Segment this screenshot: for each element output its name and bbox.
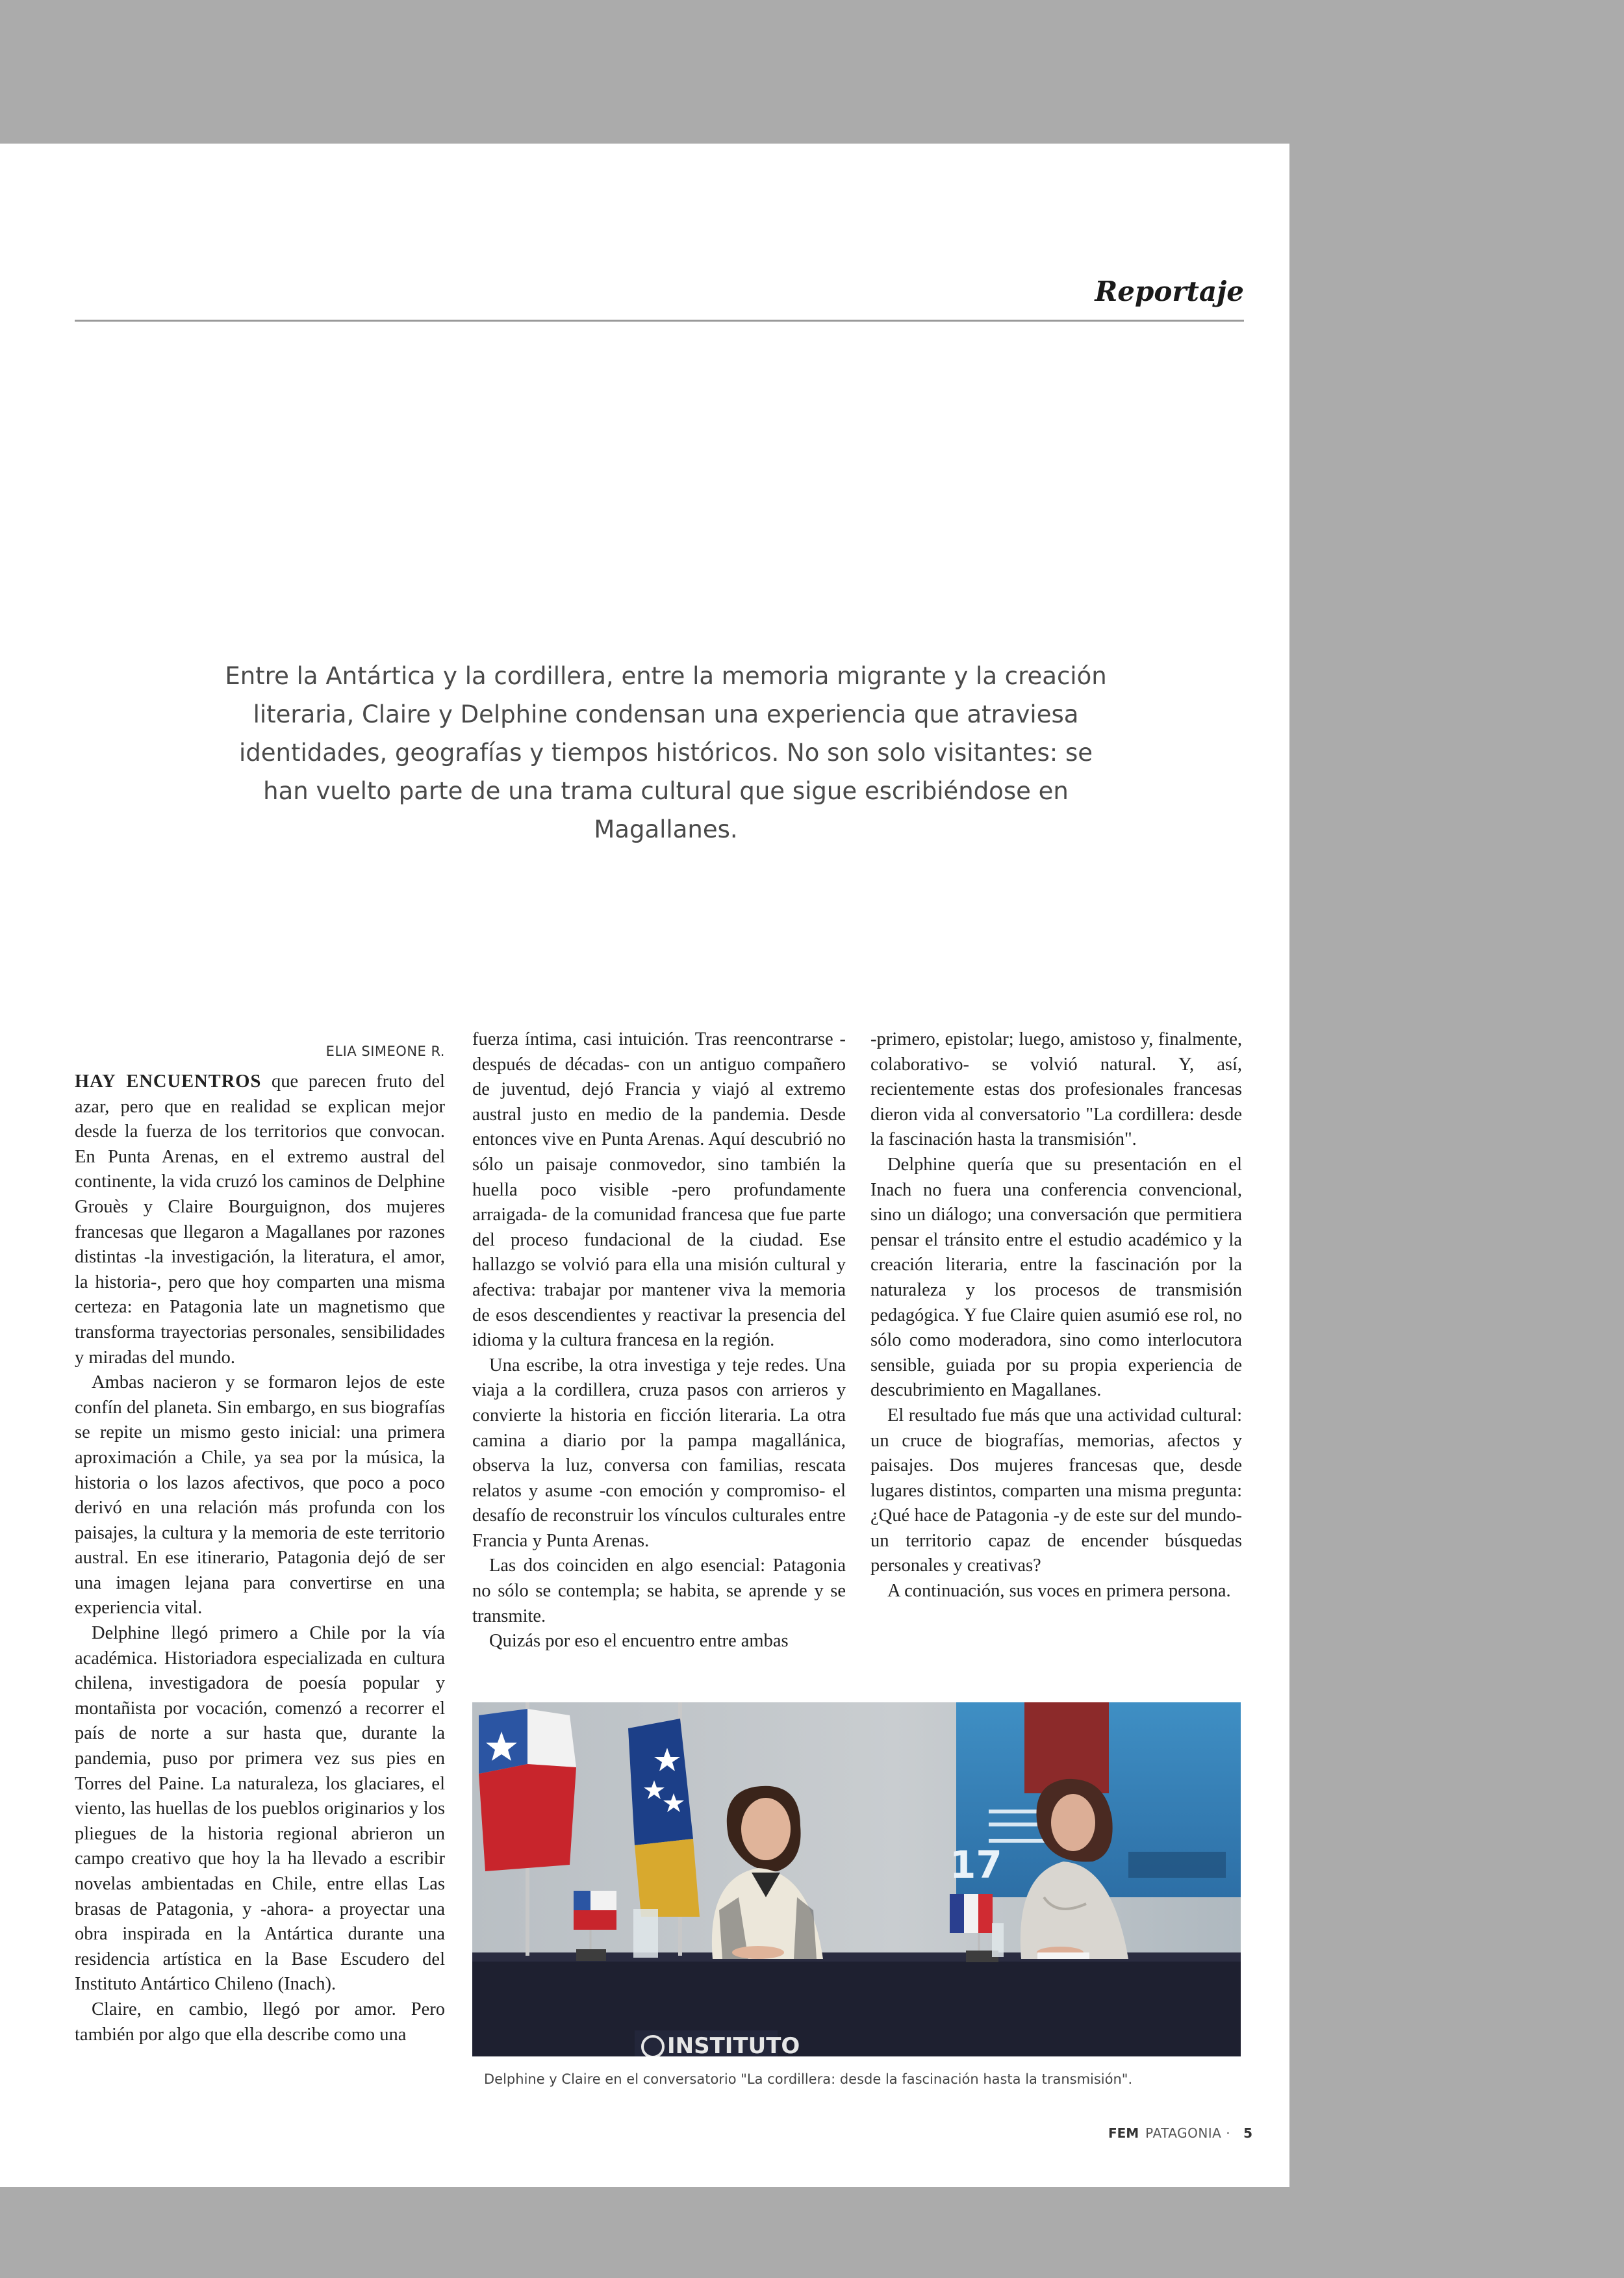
article-paragraph: Quizás por eso el encuentro entre ambas — [489, 1631, 789, 1652]
photo-caption: Delphine y Claire en el conversatorio "La cordillera: desde la fascinación hasta la transmisión". — [484, 2071, 1133, 2087]
banner-text: INSTITUTO — [667, 2033, 800, 2056]
article-paragraph: A continuación, sus voces en primera persona. — [887, 1581, 1231, 1602]
article-paragraph: El resultado fue más que una actividad cultural: un cruce de biografías, memorias, afectos y paisajes. Dos mujeres francesas que, desde lugares distintos, comparten una misma pregunta: ¿Qué hace de Patagonia -y de este sur del mundo- un territorio capaz de encender búsquedas personales y creativas? — [870, 1405, 1242, 1576]
article-paragraph: Ambas nacieron y se formaron lejos de este confín del planeta. Sin embargo, en sus biografías se repite un mismo gesto inicial: una primera aproximación a Chile, ya sea por la música, la historia o los lazos afectivos, que poco a poco derivó en una relación más profunda con los paisajes, la cultura y la memoria de este territorio austral. En ese itinerario, Patagonia dejó de ser una imagen lejana para convertirse en una experiencia vital. — [75, 1372, 445, 1619]
page-number: 5 — [1243, 2125, 1252, 2141]
intro-deck: Entre la Antártica y la cordillera, entre la memoria migrante y la creación literaria, Claire y Delphine condensan una experiencia que atraviesa identidades, geografías y tiempos históricos. No son solo visitantes: se han vuelto parte de una trama cultural que sigue escribiéndose en Magallanes. — [225, 662, 1107, 843]
article-column-2 — [472, 1027, 846, 1654]
article-paragraph: Las dos coinciden en algo esencial: Patagonia no sólo se contempla; se habita, se aprende y se transmite. — [472, 1555, 846, 1626]
event-photo-illustration — [472, 1702, 1241, 2056]
article-paragraph: Claire, en cambio, llegó por amor. Pero también por algo que ella describe como una — [75, 1999, 445, 2045]
lead-word: HAY ENCUENTROS — [75, 1071, 262, 1092]
magazine-region: PATAGONIA · — [1145, 2125, 1231, 2141]
magazine-brand: FEM — [1108, 2125, 1139, 2141]
article-paragraph: fuerza íntima, casi intuición. Tras reencontrarse -después de décadas- con un antiguo compañero de juventud, dejó Francia y viajó al extremo austral justo en medio de la pandemia. Desde entonces vive en Punta Arenas. Aquí descubrió no sólo un paisaje conmovedor, sino también la huella poco visible -pero profundamente arraigada- de la comunidad francesa que fue parte del proceso fundacional de la ciudad. Ese hallazgo se volvió para ella una misión cultural y afectiva: trabajar por mantener viva la memoria de esos descendientes y reactivar la presencia del idioma y la cultura francesa en la región. — [472, 1029, 846, 1351]
article-paragraph: Delphine quería que su presentación en el Inach no fuera una conferencia convencional, sino un diálogo; una conversación que permitiera pensar el tránsito entre el estudio académico y la creación literaria, entre la fascinación por la naturaleza y los procesos de transmisión pedagógica. Y fue Claire quien asumió ese rol, no sólo como moderadora, sino como interlocutora sensible, guiada por su propia experiencia de descubrimiento en Magallanes. — [870, 1154, 1242, 1401]
article-paragraph: Delphine llegó primero a Chile por la vía académica. Historiadora especializada en cultura chilena, investigadora de poesía popular y montañista por vocación, comenzó a recorrer el país de norte a sur hasta que, durante la pandemia, puso por primera vez sus pies en Torres del Paine. La naturaleza, los glaciares, el viento, las huellas de los pueblos originarios y los pliegues de la historia regional abrieron un campo creativo que hoy la ha llevado a escribir novelas ambientadas en Chile, entre ellas Las brasas de Patagonia, y -ahora- a proyectar una obra inspirada en la Antártica durante una residencia artística en la Base Escudero del Instituto Antártico Chileno (Inach). — [75, 1623, 445, 1995]
byline: ELIA SIMEONE R. — [325, 1043, 445, 1059]
magazine-page — [0, 144, 1289, 2187]
article-column-1 — [75, 1069, 445, 2047]
section-header — [75, 270, 1244, 322]
article-paragraph — [75, 1069, 445, 1370]
page-footer — [1108, 2125, 1252, 2141]
article-column-3 — [870, 1027, 1242, 1604]
lead-paragraph-text: que parecen fruto del azar, pero que en realidad se explican mejor desde la fuerza de los territorios que convocan. En Punta Arenas, en el extremo austral del continente, la vida cruzó los caminos de Delphine Grouès y Claire Bourguignon, dos mujeres francesas que llegaron a Magallanes por razones distintas -la investigación, la literatura, el amor, la historia-, pero que hoy comparten una misma certeza: en Patagonia late un magnetismo que transforma trayectorias personales, sensibilidades y miradas del mundo. — [75, 1071, 445, 1368]
table-cloth — [472, 1959, 1241, 2056]
article-paragraph: Una escribe, la otra investiga y teje redes. Una viaja a la cordillera, cruza pasos con arrieros y convierte la historia en ficción literaria. La otra camina a diario por la pampa magallánica, observa la luz, conversa con familias, rescata relatos y asume -con emoción y compromiso- el desafío de reconstruir los vínculos culturales entre Francia y Punta Arenas. — [472, 1355, 846, 1551]
article-paragraph: -primero, epistolar; luego, amistoso y, finalmente, colaborativo- se volvió natural. Y, así, recientemente estas dos profesionales francesas dieron vida al conversatorio "La cordillera: desde la fascinación hasta la transmisión". — [870, 1029, 1242, 1150]
section-title: Reportaje — [1095, 275, 1244, 307]
poster-number: 17 — [950, 1843, 1002, 1887]
event-photo — [472, 1702, 1241, 2056]
